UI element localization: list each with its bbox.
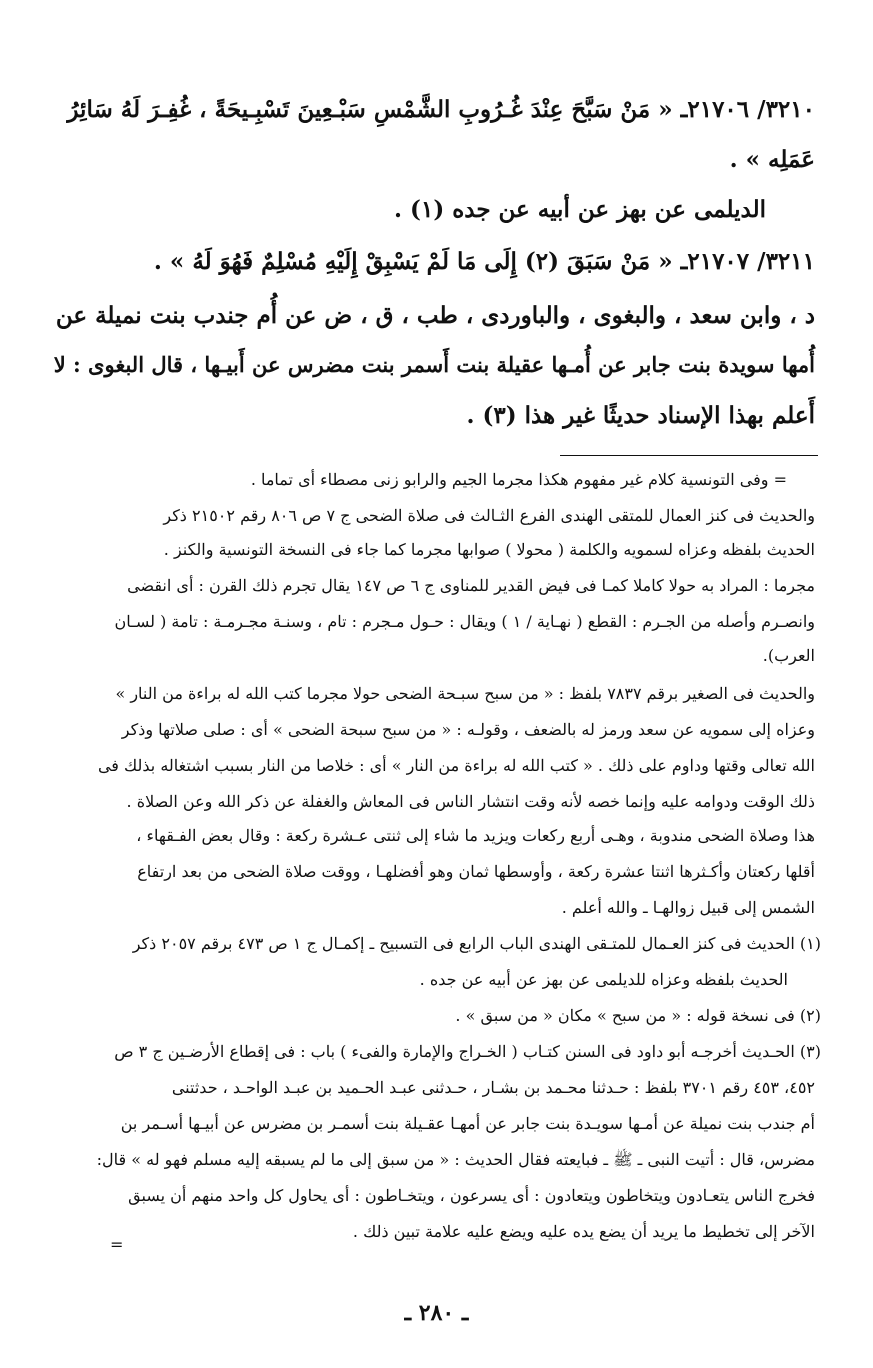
footnote-continuation-line: أقلها ركعتان وأكـثرها اثنتا عشرة ركعة ، وأوسطها ثمان وهو أفضلهـا ، ووقت صلاة الضحى من بعد ارتفاع <box>137 862 815 881</box>
footnote-continuation-line: والحديث فى كنز العمال للمتقى الهندى الفرع الثـالث فى صلاة الضحى ج ٧ ص ٨٠٦ رقم ٢١٥٠٢ ذكر <box>163 506 815 525</box>
footnote-3-line-5: فخرج الناس يتعـادون ويتخاطون ويتعادون : أى يسرعون ، ويتخـاطون : أى يحاول كل واحد منهم أن يسبق <box>128 1186 815 1205</box>
footnote-continuation-line: هذا وصلاة الضحى مندوبة ، وهـى أربع ركعات ويزيد ما شاء إلى ثنتى عـشرة ركعة : وقال بعض الفـقهاء ، <box>136 826 815 845</box>
footnote-1-line-2: الحديث بلفظه وعزاه للديلمى عن بهز عن أبيه عن جده . <box>419 970 788 989</box>
hadith-3211-source-line-1: د ، وابن سعد ، والبغوى ، والباوردى ، طب ، ق ، ض عن أُم جندب بنت نميلة عن <box>55 302 815 329</box>
footnote-continuation-line: وانصـرم وأصله من الجـرم : القطع ( نهـاية / ١ ) ويقال : حـول مـجرم : تام ، وسنـة مجـرمـة : تامة ( لسـان <box>114 612 815 631</box>
footnote-continuation-line: = وفى التونسية كلام غير مفهوم هكذا مجرما الجيم والرابو زنى مصطاء أى تماما . <box>250 470 787 489</box>
footnote-3-line-6: الآخر إلى تخطيط ما يريد أن يضع يده عليه ويضع عليه علامة تبين ذلك . <box>352 1222 815 1241</box>
footnote-continuation-line: وعزاه إلى سمويه عن سعد ورمز له بالضعف ، وقولـه : « من سبح سبحة الضحى » أى : صلى صلاتها وذكر <box>121 720 815 739</box>
footnote-continuation-line: الحديث بلفظه وعزاه لسمويه والكلمة ( محولا ) صوابها مجرما كما جاء فى النسخة التونسية والكنز . <box>163 540 815 559</box>
footnote-continuation-line: الله تعالى وقتها وداوم على ذلك . « كتب الله له براءة من النار » أى : خلاصا من النار بسبب اشتغاله بذلك فى <box>97 756 815 775</box>
page-number: ـ ٢٨٠ ـ <box>404 1300 469 1326</box>
footnote-1-line-1: (١) الحديث فى كنز العـمال للمتـقى الهندى الباب الرابع فى التسبيح ـ إكمـال ج ١ ص ٤٧٣ برقم ٢٠٥٧ ذكر <box>132 934 821 953</box>
continuation-mark: = <box>110 1235 124 1254</box>
footnote-continuation-line: مجرما : المراد به حولا كاملا كمـا فى فيض القدير للمناوى ج ٦ ص ١٤٧ يقال تجرم ذلك القرن : أى انقضى <box>127 576 815 595</box>
footnote-continuation-line: الشمس إلى قبيل زوالهـا ـ والله أعلم . <box>561 898 815 917</box>
hadith-3211-source-line-2: أُمها سويدة بنت جابر عن أُمـها عقيلة بنت أَسمر بنت مضرس عن أَبيـها ، قال البغوى : لا <box>53 352 815 377</box>
hadith-3210-source: الديلمى عن بهز عن أبيه عن جده (١) . <box>394 196 766 223</box>
footnote-separator <box>560 455 818 456</box>
footnote-2-line-1: (٢) فى نسخة قوله : « من سبح » مكان « من سبق » . <box>455 1006 821 1025</box>
footnote-3-line-3: أم جندب بنت نميلة عن أمـها سويـدة بنت جابر عن أمهـا عقـيلة بنت أسمـر بن مضرس عن أبيـها أسـمر بن <box>120 1114 815 1133</box>
footnote-3-line-1: (٣) الحـديث أخرجـه أبو داود فى السنن كتـاب ( الخـراج والإمارة والفىء ) باب : فى إقطاع الأرضـين ج ٣ ص <box>114 1042 821 1061</box>
hadith-3211: ٣٢١١/ ٢١٧٠٧ـ « مَنْ سَبَقَ (٢) إِلَى مَا لَمْ يَسْبِقْ إِلَيْهِ مُسْلِمٌ فَهُوَ لَهُ » . <box>153 248 815 275</box>
footnote-3-line-4: مضرس، قال : أتيت النبى ـ ﷺ ـ فبايعته فقال الحديث : « من سبق إلى ما لم يسبقه إليه مسلم فهو له » قال: <box>96 1150 815 1169</box>
footnote-continuation-line: العرب). <box>762 646 815 665</box>
hadith-3210-line-2: عَمَلِه » . <box>729 146 815 173</box>
hadith-3211-source-line-3: أَعلم بهذا الإسناد حديثًا غير هذا (٣) . <box>466 402 815 429</box>
hadith-3210-line-1: ٣٢١٠/ ٢١٧٠٦ـ « مَنْ سَبَّحَ عِنْدَ غُـرُوبِ الشَّمْسِ سَبْـعِينَ تَسْبِـيحَةً ، غُفِـرَ لَهُ سَائِرُ <box>67 96 815 123</box>
footnote-continuation-line: ذلك الوقت ودوامه عليه وإنما خصه لأنه وقت انتشار الناس فى المعاش والغفلة عن ذكر الله وعن الصلاة . <box>126 792 815 811</box>
footnote-3-line-2: ٤٥٢، ٤٥٣ رقم ٣٧٠١ بلفظ : حـدثنا محـمد بن بشـار ، حـدثنى عبـد الحـميد بن عبـد الواحـد ، حدثتنى <box>171 1078 815 1097</box>
footnote-continuation-line: والحديث فى الصغير برقم ٧٨٣٧ بلفظ : « من سبح سبـحة الضحى حولا مجرما كتب الله له براءة من النار » <box>115 684 815 703</box>
